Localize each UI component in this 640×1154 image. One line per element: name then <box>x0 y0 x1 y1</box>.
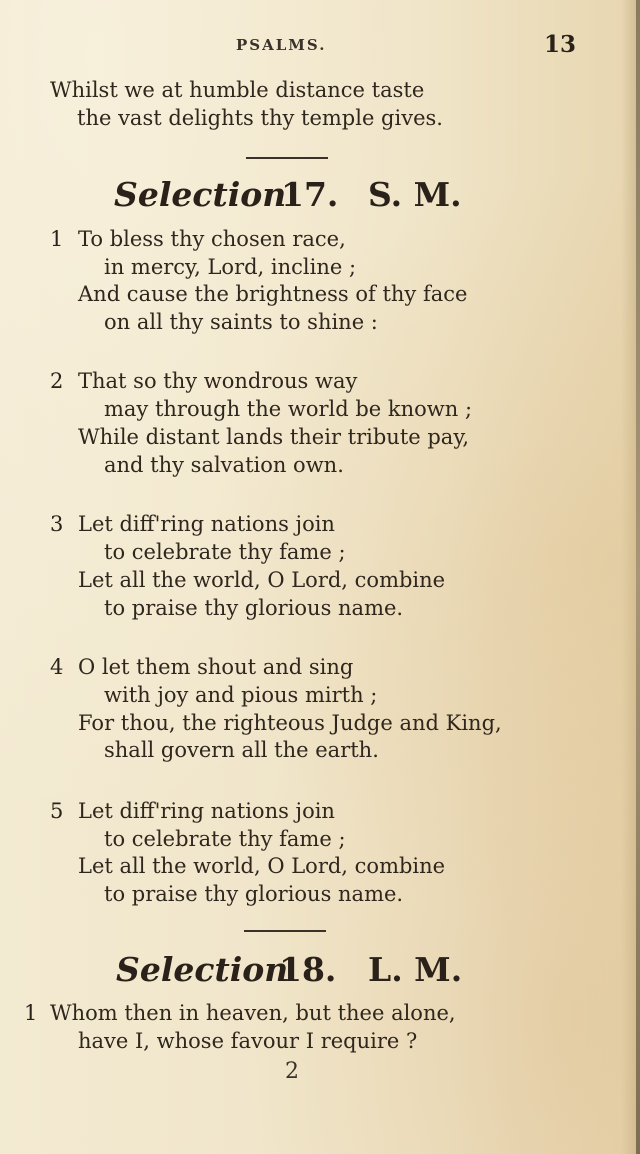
stanza-line: to celebrate thy fame ; <box>104 540 346 564</box>
stanza-line: To bless thy chosen race, <box>78 227 346 251</box>
page-edge <box>636 0 640 1154</box>
stanza-line: That so thy wondrous way <box>78 369 358 393</box>
stanza-line: O let them shout and sing <box>78 655 354 679</box>
stanza-number: 2 <box>50 369 64 393</box>
opening-line: Whilst we at humble distance taste <box>50 78 425 102</box>
selection-number: 18. <box>279 950 337 989</box>
selection-title: Selection <box>116 950 289 989</box>
stanza-number: 1 <box>24 1001 38 1025</box>
stanza-line: Let diff'ring nations join <box>78 799 335 823</box>
signature-mark: 2 <box>285 1059 299 1084</box>
stanza-line: with joy and pious mirth ; <box>104 683 378 707</box>
stanza-line: on all thy saints to shine : <box>104 310 378 334</box>
stanza-line: and thy salvation own. <box>104 453 344 477</box>
section-divider <box>244 930 326 932</box>
stanza-line: Let all the world, O Lord, combine <box>78 568 446 592</box>
page-number: 13 <box>544 31 577 58</box>
stanza-number: 5 <box>50 799 64 823</box>
stanza-line: to praise thy glorious name. <box>104 596 404 620</box>
stanza-line: may through the world be known ; <box>104 397 473 421</box>
selection-number: 17. <box>281 175 339 214</box>
stanza-line: Let diff'ring nations join <box>78 512 335 536</box>
stanza-number: 1 <box>50 227 64 251</box>
stanza-line: Let all the world, O Lord, combine <box>78 854 446 878</box>
stanza-line: to celebrate thy fame ; <box>104 827 346 851</box>
stanza-line: While distant lands their tribute pay, <box>78 425 470 449</box>
running-title: PSALMS. <box>236 36 327 54</box>
opening-line: the vast delights thy temple gives. <box>77 106 443 130</box>
stanza-line: to praise thy glorious name. <box>104 882 404 906</box>
stanza-number: 3 <box>50 512 64 536</box>
stanza-line: Whom then in heaven, but thee alone, <box>50 1001 456 1025</box>
stanza-line: shall govern all the earth. <box>104 738 379 762</box>
stanza-line: For thou, the righteous Judge and King, <box>78 711 502 735</box>
selection-meter: L. M. <box>368 950 463 989</box>
selection-meter: S. M. <box>368 175 462 214</box>
stanza-line: in mercy, Lord, incline ; <box>104 255 357 279</box>
stanza-line: And cause the brightness of thy face <box>78 282 468 306</box>
section-divider <box>246 157 328 159</box>
selection-title: Selection <box>114 175 287 214</box>
stanza-number: 4 <box>50 655 64 679</box>
stanza-line: have I, whose favour I require ? <box>78 1029 418 1053</box>
